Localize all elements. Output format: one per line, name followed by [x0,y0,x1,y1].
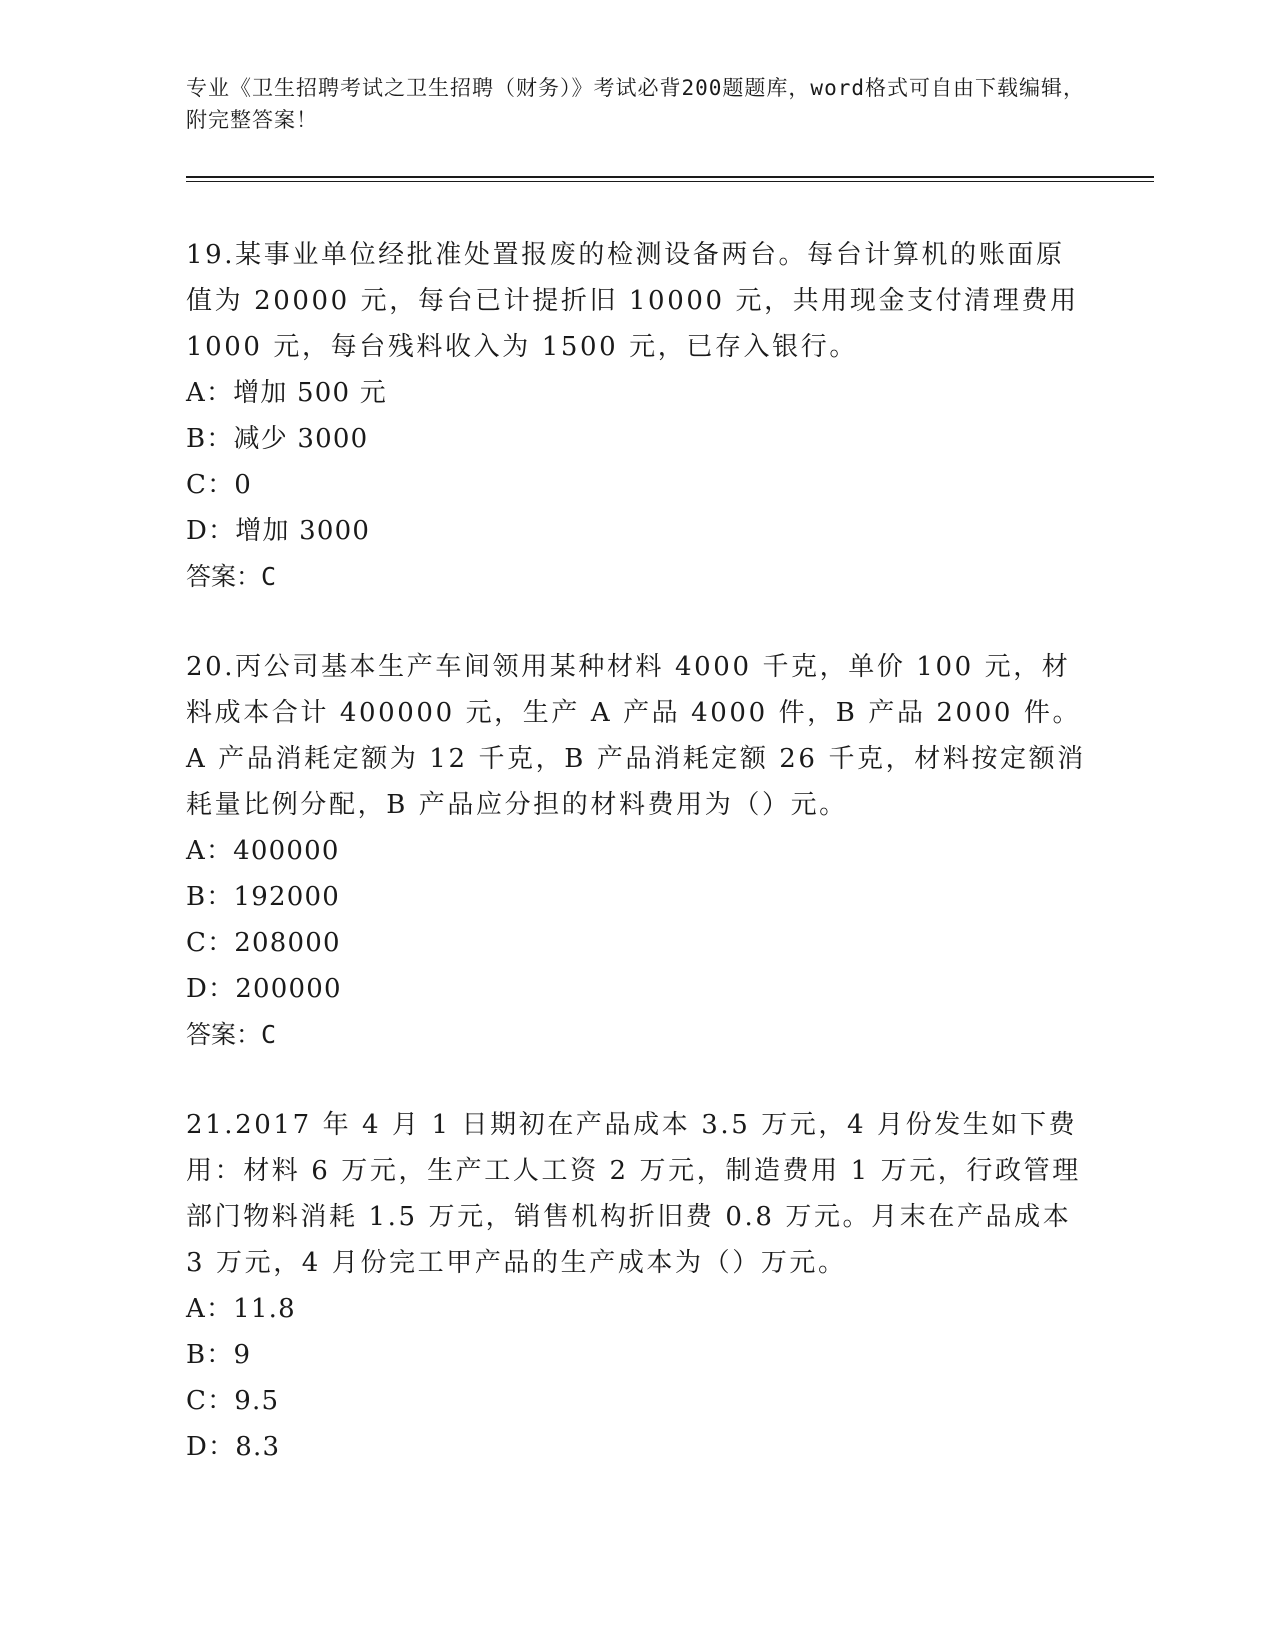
question-20 [186,644,1086,1058]
option-b: B：192000 [186,882,340,912]
question-text: 20.丙公司基本生产车间领用某种材料 4000 千克，单价 100 元，材料成本合计 400000 元，生产 A 产品 4000 件，B 产品 2000 件。A 产品消耗定额为 12 千克，B 产品消耗定额 26 千克，材料按定额消耗量比例分配，B 产品应分担的材料费用为（）元。 [186,652,1086,820]
answer: 答案：C [186,562,277,591]
document-header: 专业《卫生招聘考试之卫生招聘（财务）》考试必背200题题库，word格式可自由下载编辑，附完整答案！ [186,76,1085,132]
answer: 答案：C [186,1020,277,1049]
header-divider-thin [186,181,1154,182]
option-b: B：9 [186,1340,252,1370]
option-a: A：11.8 [186,1294,296,1324]
option-d: D：200000 [186,974,342,1004]
option-b: B：减少 3000 [186,424,369,454]
question-list [186,232,1086,1514]
option-c: C：208000 [186,928,341,958]
question-text: 19.某事业单位经批准处置报废的检测设备两台。每台计算机的账面原值为 20000 元，每台已计提折旧 10000 元，共用现金支付清理费用 1000 元，每台残料收入为 1500 元，已存入银行。 [186,240,1079,362]
option-a: A：400000 [186,836,340,866]
option-c: C：0 [186,470,253,500]
option-a: A：增加 500 元 [186,378,387,408]
question-19 [186,232,1086,600]
option-d: D：增加 3000 [186,516,371,546]
option-d: D：8.3 [186,1432,281,1462]
option-c: C：9.5 [186,1386,280,1416]
question-21 [186,1102,1086,1470]
question-text: 21.2017 年 4 月 1 日期初在产品成本 3.5 万元，4 月份发生如下费用：材料 6 万元，生产工人工资 2 万元，制造费用 1 万元，行政管理部门物料消耗 1.5 万元，销售机构折旧费 0.8 万元。月末在产品成本 3 万元，4 月份完工甲产品的生产成本为（）万元。 [186,1110,1081,1278]
header-divider-thick [186,176,1154,178]
